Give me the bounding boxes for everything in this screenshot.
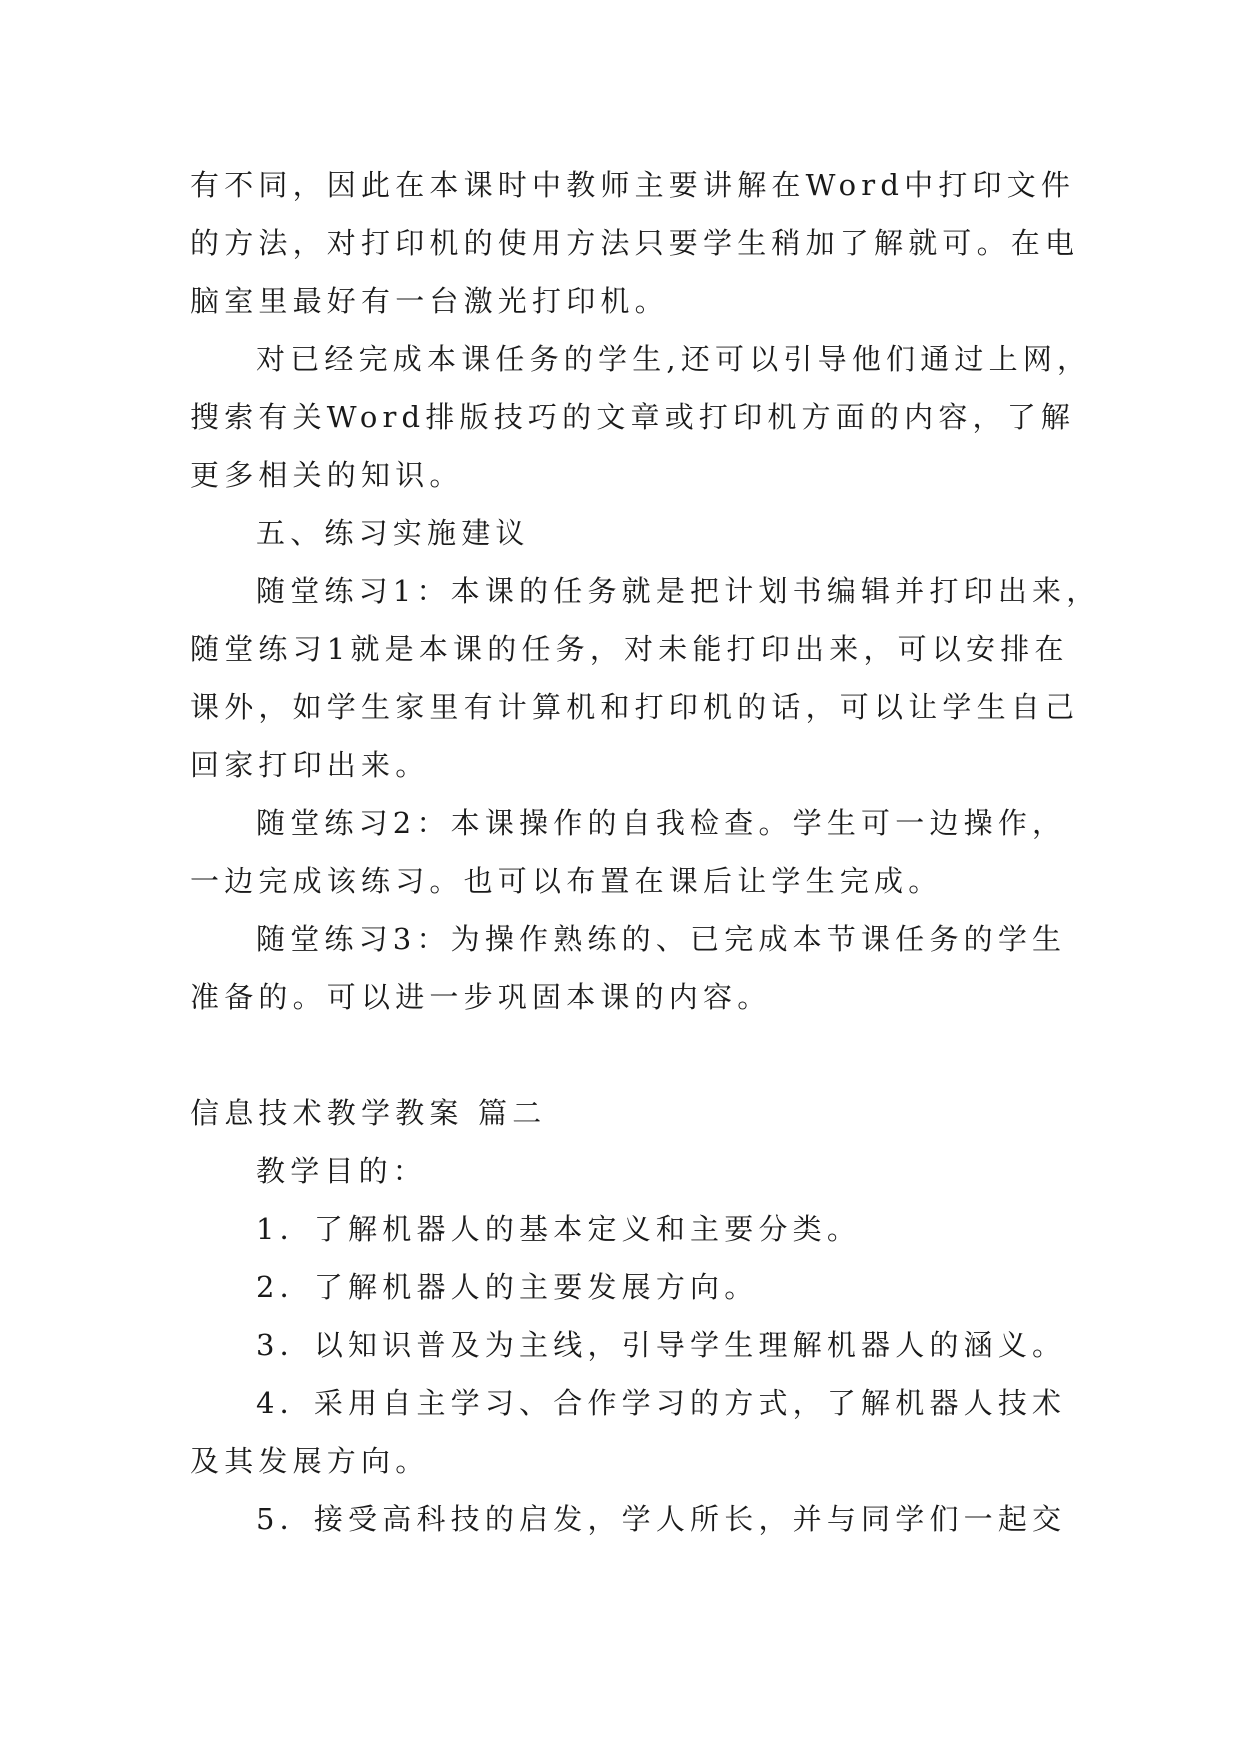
text-line: 有不同，因此在本课时中教师主要讲解在Word中打印文件 — [190, 168, 1076, 202]
list-item: 3．以知识普及为主线，引导学生理解机器人的涵义。 — [256, 1328, 1067, 1362]
list-item: 2．了解机器人的主要发展方向。 — [256, 1270, 759, 1304]
paragraph-first-line: 对已经完成本课任务的学生,还可以引导他们通过上网， — [256, 342, 1092, 376]
list-item: 1．了解机器人的基本定义和主要分类。 — [256, 1212, 862, 1246]
text-line: 准备的。可以进一步巩固本课的内容。 — [190, 980, 772, 1014]
paragraph-first-line: 随堂练习1：本课的任务就是把计划书编辑并打印出来， — [256, 574, 1101, 608]
text-line: 随堂练习1就是本课的任务，对未能打印出来，可以安排在 — [190, 632, 1069, 666]
text-line: 的方法，对打印机的使用方法只要学生稍加了解就可。在电 — [190, 226, 1080, 260]
text-line: 回家打印出来。 — [190, 748, 430, 782]
document-title: 信息技术教学教案 篇二 — [190, 1096, 547, 1130]
text-line: 搜索有关Word排版技巧的文章或打印机方面的内容，了解 — [190, 400, 1076, 434]
section-heading: 五、练习实施建议 — [256, 516, 530, 550]
subheading: 教学目的： — [256, 1154, 428, 1188]
text-line: 课外，如学生家里有计算机和打印机的话，可以让学生自己 — [190, 690, 1080, 724]
text-line: 及其发展方向。 — [190, 1444, 430, 1478]
paragraph-first-line: 随堂练习2：本课操作的自我检查。学生可一边操作， — [256, 806, 1067, 840]
text-line: 脑室里最好有一台激光打印机。 — [190, 284, 669, 318]
text-line: 一边完成该练习。也可以布置在课后让学生完成。 — [190, 864, 943, 898]
list-item: 4．采用自主学习、合作学习的方式，了解机器人技术 — [256, 1386, 1067, 1420]
text-line: 更多相关的知识。 — [190, 458, 464, 492]
paragraph-first-line: 随堂练习3：为操作熟练的、已完成本节课任务的学生 — [256, 922, 1067, 956]
list-item: 5．接受高科技的启发，学人所长，并与同学们一起交 — [256, 1502, 1067, 1536]
